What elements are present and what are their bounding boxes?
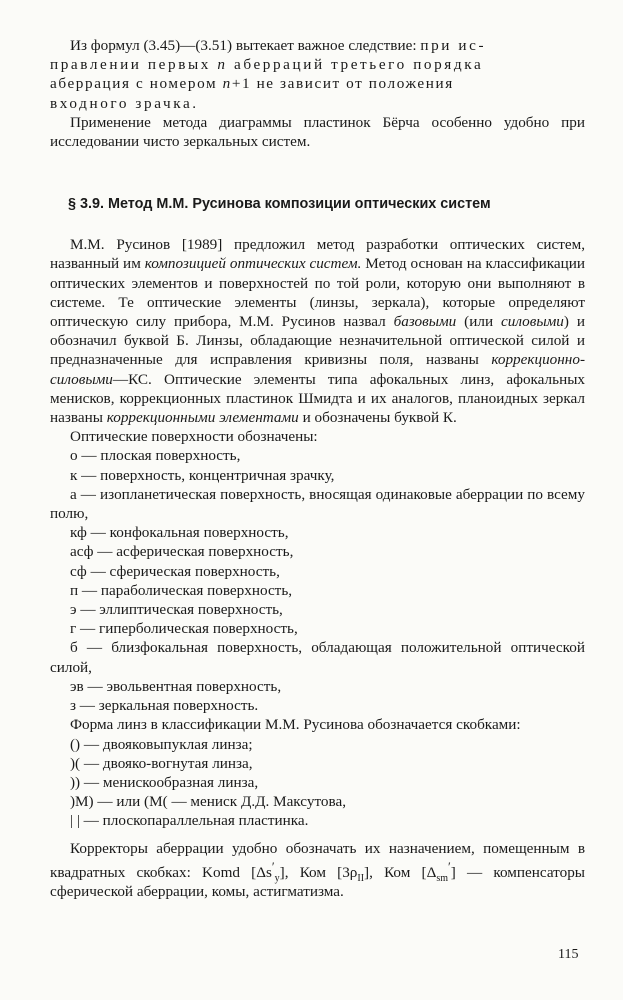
page-body (50, 36, 585, 901)
forms-intro: Форма линз в классификации М.М. Русинова обозначается скобками: (70, 716, 521, 734)
list-item: з — зеркальная поверхность. (70, 697, 259, 715)
section-paragraph-1: М.М. Русинов [1989] предложил метод разработки оптических систем, названный им композицией оптических систем. Метод основан на классификации оптических элементов и поверхностей по той роли, которую они выполняют в системе. Те оптические элементы (линзы, зеркала), которые определяют оптическую силу прибора, М.М. Русинов назвал базовыми (или силовыми) и обозначил буквой Б. Линзы, обладающие незначительной оптической силой и предназначенные для исправления кривизны поля, названы коррекционно-силовыми—КС. Оптические элементы типа афокальных линз, афокальных менисков, коррекционных пластинок Шмидта и их аналогов, планоидных зеркал названы коррекционными элементами и обозначены буквой К. (50, 236, 586, 427)
list-item: )) — менискообразная линза, (70, 773, 259, 791)
list-item: сф — сферическая поверхность, (70, 562, 280, 580)
intro-paragraph-2: Применение метода диаграммы пластинок Бёрча особенно удобно при исследовании чисто зеркальных систем. (50, 113, 585, 151)
list-item: п — параболическая поверхность, (70, 581, 293, 599)
list-item: кф — конфокальная поверхность, (70, 524, 289, 542)
list-item: )М) — или (М( — мениск Д.Д. Максутова, (70, 793, 346, 811)
forms-list (50, 735, 585, 831)
final-paragraph: Корректоры аберрации удобно обозначать их назначением, помещенным в квадратных скобках: Komd $[\Delta s'_y]$, Ком $[3\rho_{II}]$, Ком $[\Delta_{sm}']$ — компенсаторы сферической аберрации, комы, астигматизма. (50, 839, 585, 900)
list-item: () — двояковыпуклая линза; (70, 735, 253, 753)
list-item: а — изопланетическая поверхность, вносящая одинаковые аберрации по всему полю, (50, 485, 585, 523)
list-item: о — плоская поверхность, (70, 447, 241, 465)
list-item: )( — двояко-вогнутая линза, (70, 754, 253, 772)
list-item: эв — эвольвентная поверхность, (70, 677, 282, 695)
section-heading: § 3.9. Метод М.М. Русинова композиции оптических систем (68, 196, 491, 213)
list-item: к — поверхность, концентричная зрачку, (70, 466, 335, 484)
intro-line-2: правлении первых n аберраций третьего порядка (50, 56, 484, 74)
page-number: 115 (558, 947, 579, 962)
intro-line-1: Из формул (3.45)—(3.51) вытекает важное следствие: при ис- (70, 37, 487, 54)
list-item: б — близфокальная поверхность, обладающая положительной оптической силой, (50, 639, 585, 676)
intro-line-4: входного зрачка. (50, 94, 199, 112)
list-item: асф — асферическая поверхность, (70, 543, 294, 561)
list-item: | | — плоскопараллельная пластинка. (70, 812, 309, 830)
intro-line-3: аберрация с номером n+1 не зависит от положения (50, 75, 454, 93)
list-item: э — эллиптическая поверхность, (70, 601, 283, 619)
list-item: г — гиперболическая поверхность, (70, 620, 298, 638)
surfaces-intro: Оптические поверхности обозначены: (70, 428, 318, 446)
surfaces-list (50, 446, 585, 715)
intro-paragraph (50, 36, 585, 113)
